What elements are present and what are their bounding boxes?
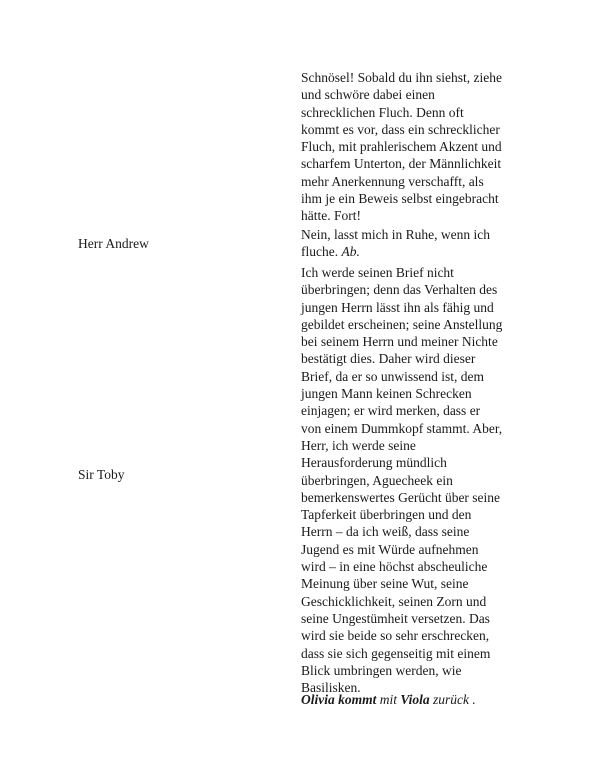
- speech-line: schrecklichen Fluch. Denn oft: [301, 104, 464, 120]
- speech-line: seine Ungestümheit versetzen. Das: [301, 610, 490, 626]
- speech-line: Jugend es mit Würde aufnehmen: [301, 541, 479, 557]
- speech-line: Meinung über seine Wut, seine: [301, 576, 469, 592]
- speech-line: jungen Mann keinen Schrecken: [301, 386, 472, 402]
- speech-line: mehr Anerkennung verschafft, als: [301, 173, 484, 189]
- speech-line: überbringen, Aguecheek ein: [301, 472, 453, 488]
- speech-line: einjagen; er wird merken, dass er: [301, 403, 481, 419]
- speech-line: dass sie sich gegenseitig mit einem: [301, 645, 491, 661]
- speech-line: scharfem Unterton, der Männlichkeit: [301, 156, 502, 172]
- speech-line: bestätigt dies. Daher wird dieser: [301, 351, 476, 367]
- speaker-sir-toby: Sir Toby: [78, 467, 125, 482]
- speech-line: Blick umbringen werden, wie: [301, 662, 462, 678]
- speech-line: Schnösel! Sobald du ihn siehst, ziehe: [301, 70, 502, 85]
- speech-block-1: [301, 69, 533, 225]
- speech-line: Basilisken.: [301, 680, 361, 696]
- speech-line: [301, 243, 533, 260]
- speech-line: überbringen; denn das Verhalten des: [301, 282, 498, 298]
- speech-line: ihm je ein Beweis selbst eingebracht: [301, 191, 499, 207]
- speech-line: bemerkenswertes Gerücht über seine: [301, 489, 501, 505]
- speech-line: bei seinem Herrn und meiner Nichte: [301, 334, 498, 350]
- speech-line: wird sie beide so sehr erschrecken,: [301, 628, 490, 644]
- exit-direction: Ab.: [341, 244, 360, 260]
- speech-line: Ich werde seinen Brief nicht: [301, 265, 454, 280]
- speaker-herr-andrew: Herr Andrew: [78, 236, 149, 251]
- speech-line: wird – in eine höchst abscheuliche: [301, 559, 488, 575]
- speech-line: von einem Dummkopf stammt. Aber,: [301, 420, 503, 436]
- speech-line: jungen Herrn lässt ihn als fähig und: [301, 299, 494, 315]
- stage-direction-name: Olivia kommt: [301, 692, 377, 707]
- speech-line: gebildet erscheinen; seine Anstellung: [301, 316, 503, 332]
- speech-line: und schwöre dabei einen: [301, 87, 435, 103]
- speech-line: Herausforderung mündlich: [301, 455, 447, 471]
- speech-block-2: [301, 226, 533, 261]
- speech-line: Herr, ich werde seine: [301, 437, 416, 453]
- speech-line: Nein, lasst mich in Ruhe, wenn ich: [301, 227, 490, 242]
- speech-line: kommt es vor, dass ein schrecklicher: [301, 121, 500, 137]
- speech-line: Herrn – da ich weiß, dass seine: [301, 524, 470, 540]
- speech-line: hätte. Fort!: [301, 208, 361, 224]
- stage-direction-name: Viola: [400, 692, 430, 707]
- stage-direction: [301, 691, 541, 708]
- speech-line: Geschicklichkeit, seinen Zorn und: [301, 593, 487, 609]
- speech-block-3: [301, 264, 533, 696]
- speech-line: Fluch, mit prahlerischem Akzent und: [301, 139, 502, 155]
- stage-direction-text: zurück .: [429, 692, 476, 707]
- speech-line: Tapferkeit überbringen und den: [301, 507, 472, 523]
- stage-direction-text: mit: [376, 692, 401, 707]
- speech-text: fluche.: [301, 244, 342, 260]
- speech-line: Brief, da er so unwissend ist, dem: [301, 368, 484, 384]
